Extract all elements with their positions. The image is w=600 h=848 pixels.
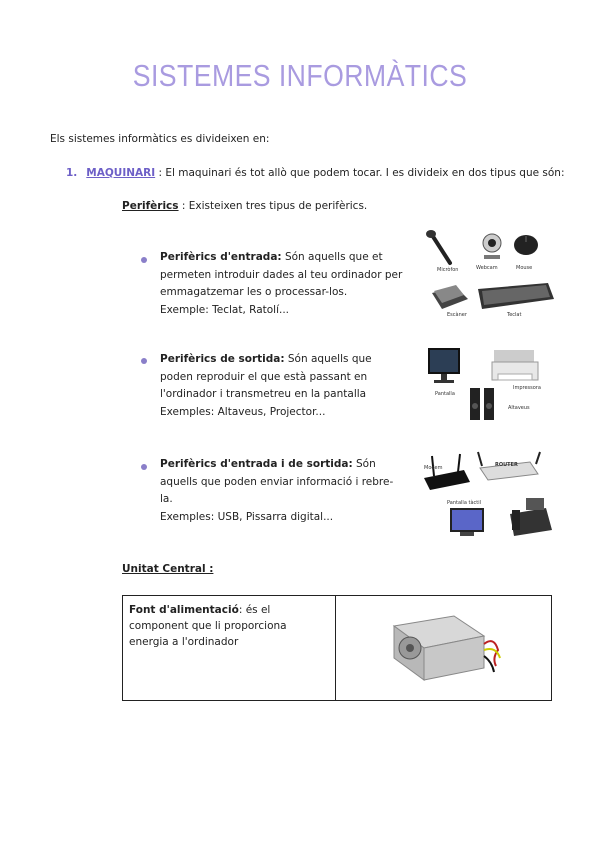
caption: Impressora bbox=[513, 385, 541, 391]
component-keyword: Font d'alimentació bbox=[129, 604, 239, 616]
bullet-dot bbox=[141, 257, 147, 263]
section-keyword: MAQUINARI bbox=[86, 167, 156, 179]
modem-icon bbox=[424, 454, 470, 490]
section-text: : El maquinari és tot allò que podem tocar. I es divideix en dos tipus que són: bbox=[158, 167, 565, 179]
bullet-input bbox=[160, 249, 405, 319]
speakers-icon bbox=[470, 388, 494, 420]
bullet-keyword: Perifèrics de sortida: bbox=[160, 353, 285, 365]
caption: Teclat bbox=[507, 312, 522, 318]
section-maquinari bbox=[66, 165, 565, 182]
monitor-icon bbox=[428, 348, 460, 383]
page-title: SISTEMES INFORMÀTICS bbox=[132, 58, 468, 93]
bullet-dot bbox=[141, 358, 147, 364]
printer-icon bbox=[492, 350, 538, 380]
bullet-example: Exemples: Altaveus, Projector... bbox=[160, 405, 326, 418]
bullet-text: Són aquells que poden enviar informació i rebre-la. bbox=[160, 458, 394, 505]
component-description-cell bbox=[123, 596, 336, 701]
caption: Mouse bbox=[516, 265, 533, 271]
caption: Webcam bbox=[476, 265, 498, 271]
caption: Pantalla bbox=[435, 391, 455, 397]
touchscreen-icon bbox=[450, 508, 484, 536]
microphone-icon bbox=[426, 230, 450, 263]
keyboard-icon bbox=[478, 283, 554, 309]
bullet-dot bbox=[141, 464, 147, 470]
caption: ROUTER bbox=[495, 462, 518, 468]
bullet-keyword: Perifèrics d'entrada: bbox=[160, 251, 282, 263]
section-number: 1. bbox=[66, 167, 78, 179]
caption: Modem bbox=[424, 465, 443, 471]
unitat-central-table bbox=[122, 595, 552, 701]
caption: Micròfon bbox=[437, 267, 459, 273]
unitat-central-heading: Unitat Central : bbox=[122, 563, 214, 575]
scanner-icon bbox=[432, 285, 468, 309]
perifèrics-text: : Existeixen tres tipus de perifèrics. bbox=[181, 200, 368, 212]
bullet-text: Són aquells que poden reproduir el que està passant en l'ordinador i transmetreu en la pantalla bbox=[160, 353, 372, 400]
bullet-output bbox=[160, 351, 405, 421]
component-image-cell bbox=[336, 596, 552, 701]
caption: Altaveus bbox=[508, 405, 530, 411]
input-devices-image bbox=[420, 225, 560, 325]
mouse-icon bbox=[514, 235, 538, 255]
bullet-example: Exemples: USB, Pissarra digital... bbox=[160, 510, 334, 523]
bullet-keyword: Perifèrics d'entrada i de sortida: bbox=[160, 458, 353, 470]
fax-icon bbox=[510, 498, 552, 536]
intro-text: Els sistemes informàtics es divideixen en: bbox=[50, 133, 270, 145]
bullet-text: Són aquells que et permeten introduir dades al teu ordinador per emmagatzemar les o processar-los. bbox=[160, 251, 403, 298]
caption: Escàner bbox=[447, 312, 467, 318]
component-text: : és el component que li proporciona energia a l'ordinador bbox=[129, 604, 287, 648]
caption: Pantalla tàctil bbox=[447, 500, 481, 506]
power-supply-image bbox=[384, 606, 504, 686]
perifèrics-keyword: Perifèrics bbox=[122, 200, 179, 212]
io-devices-image bbox=[418, 450, 563, 542]
bullet-example: Exemple: Teclat, Ratolí... bbox=[160, 303, 290, 316]
bullet-io bbox=[160, 456, 405, 526]
webcam-icon bbox=[483, 234, 501, 259]
perifèrics-line bbox=[122, 198, 367, 215]
